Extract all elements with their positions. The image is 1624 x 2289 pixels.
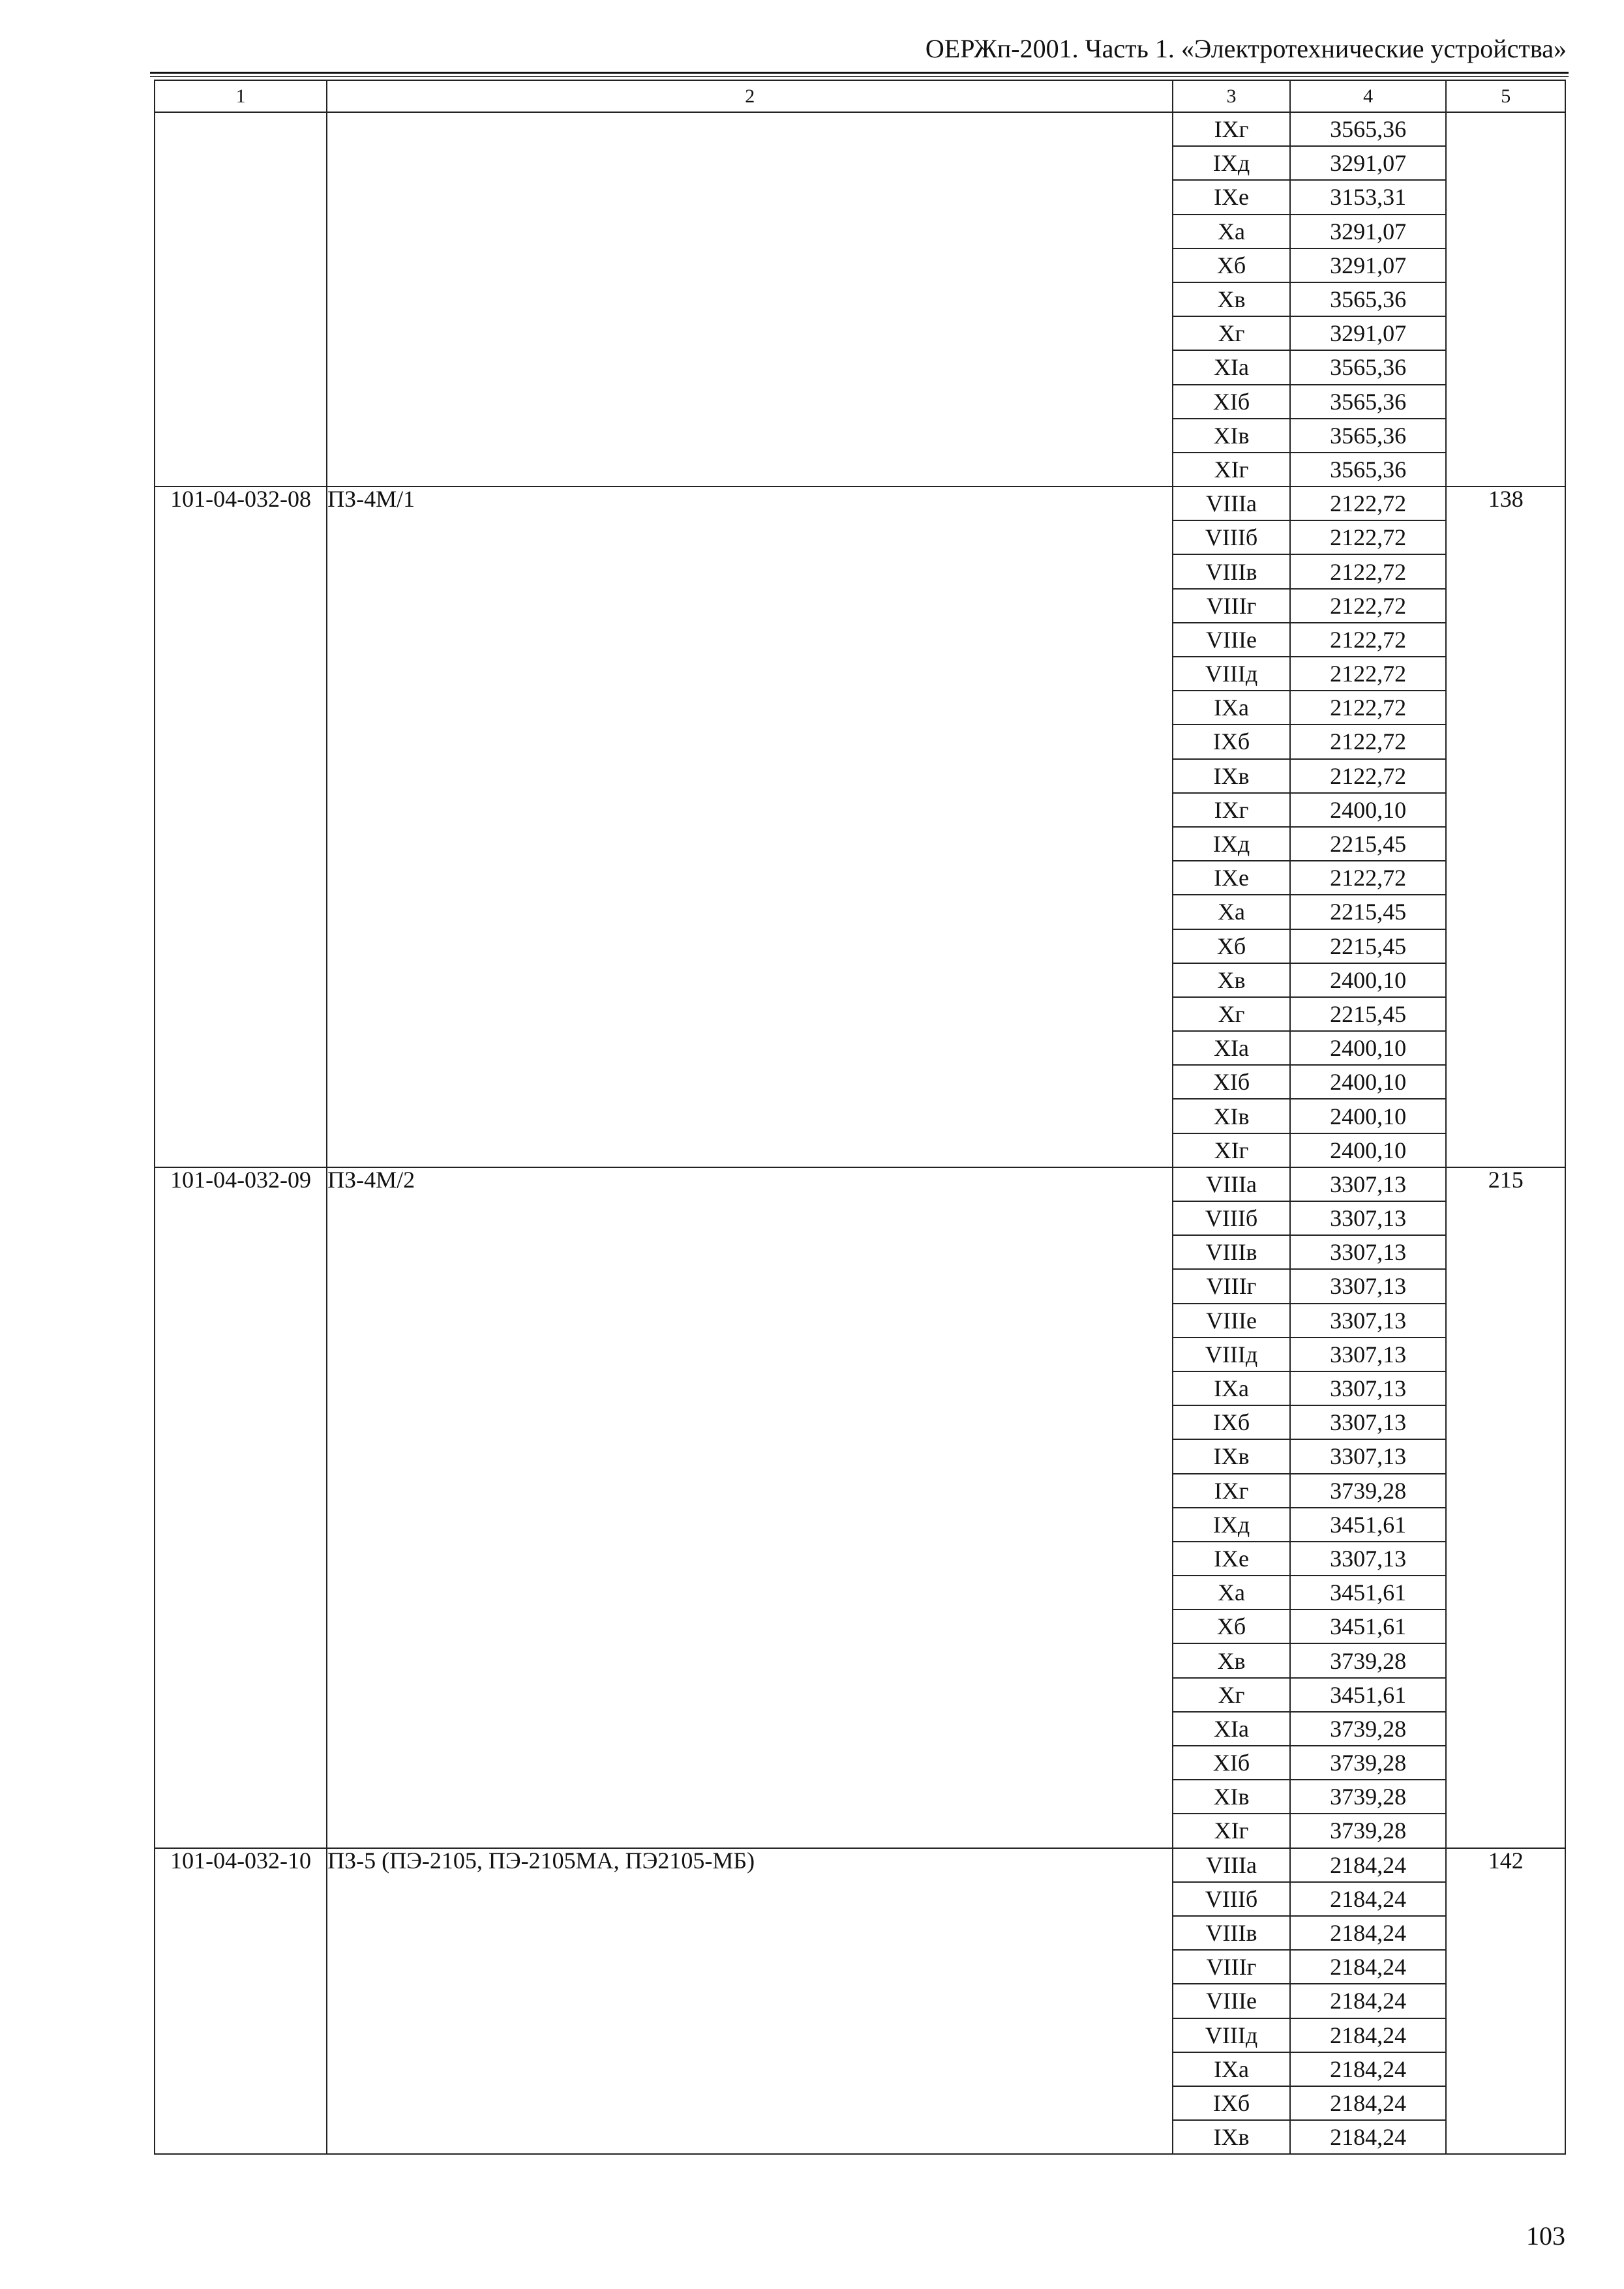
class-cell: IXв (1173, 1439, 1289, 1473)
price-cell: 2400,10 (1290, 793, 1447, 827)
item-code-cell: 101-04-032-09 (155, 1167, 327, 1848)
price-cell: 3307,13 (1290, 1201, 1447, 1235)
price-cell: 3291,07 (1290, 146, 1447, 180)
price-cell: 3307,13 (1290, 1439, 1447, 1473)
class-cell: IXе (1173, 861, 1289, 895)
price-cell: 3739,28 (1290, 1712, 1447, 1746)
price-cell: 3451,61 (1290, 1576, 1447, 1609)
class-cell: XIг (1173, 1814, 1289, 1848)
price-cell: 3307,13 (1290, 1167, 1447, 1201)
header-rule-thin (150, 76, 1569, 77)
class-cell: XIа (1173, 350, 1289, 384)
quantity-cell: 215 (1446, 1167, 1565, 1848)
class-cell: IXв (1173, 759, 1289, 793)
item-name-cell: ПЗ-4М/2 (327, 1167, 1173, 1848)
price-cell: 3739,28 (1290, 1746, 1447, 1780)
class-cell: VIIIг (1173, 1950, 1289, 1984)
class-cell: VIIIе (1173, 623, 1289, 657)
price-cell: 3565,36 (1290, 419, 1447, 453)
table-row (155, 1167, 1565, 1201)
price-cell: 3307,13 (1290, 1304, 1447, 1338)
class-cell: IXа (1173, 2052, 1289, 2086)
class-cell: XIа (1173, 1031, 1289, 1065)
page-number: 103 (1526, 2221, 1565, 2251)
class-cell: XIв (1173, 1099, 1289, 1133)
class-cell: XIа (1173, 1712, 1289, 1746)
class-cell: Xв (1173, 1643, 1289, 1677)
class-cell: IXб (1173, 2086, 1289, 2120)
price-cell: 2400,10 (1290, 1031, 1447, 1065)
price-cell: 3565,36 (1290, 385, 1447, 419)
class-cell: Xа (1173, 1576, 1289, 1609)
rates-table (154, 80, 1566, 2155)
class-cell: Xг (1173, 997, 1289, 1031)
item-name-cell (327, 112, 1173, 486)
item-code-cell: 101-04-032-08 (155, 486, 327, 1167)
price-cell: 2122,72 (1290, 861, 1447, 895)
price-cell: 3451,61 (1290, 1508, 1447, 1542)
class-cell: XIб (1173, 1746, 1289, 1780)
price-cell: 2184,24 (1290, 2120, 1447, 2154)
class-cell: XIв (1173, 419, 1289, 453)
price-cell: 3307,13 (1290, 1405, 1447, 1439)
price-cell: 3291,07 (1290, 215, 1447, 248)
class-cell: VIIIб (1173, 1882, 1289, 1916)
class-cell: Xб (1173, 1609, 1289, 1643)
price-cell: 2400,10 (1290, 1133, 1447, 1167)
class-cell: VIIIв (1173, 1916, 1289, 1950)
price-cell: 2184,24 (1290, 1882, 1447, 1916)
price-cell: 2122,72 (1290, 759, 1447, 793)
price-cell: 2215,45 (1290, 895, 1447, 929)
item-code-cell: 101-04-032-10 (155, 1848, 327, 2155)
price-cell: 2122,72 (1290, 623, 1447, 657)
price-cell: 3451,61 (1290, 1678, 1447, 1712)
page-header-title: ОЕРЖп-2001. Часть 1. «Электротехнические устройства» (925, 34, 1567, 63)
price-cell: 2215,45 (1290, 929, 1447, 963)
class-cell: IXд (1173, 146, 1289, 180)
price-cell: 2122,72 (1290, 520, 1447, 554)
price-cell: 3565,36 (1290, 350, 1447, 384)
class-cell: IXг (1173, 112, 1289, 146)
item-code-cell (155, 112, 327, 486)
class-cell: VIIIе (1173, 1304, 1289, 1338)
class-cell: Xв (1173, 963, 1289, 997)
price-cell: 3451,61 (1290, 1609, 1447, 1643)
class-cell: Xа (1173, 895, 1289, 929)
price-cell: 3153,31 (1290, 180, 1447, 214)
price-cell: 2122,72 (1290, 657, 1447, 691)
price-cell: 2400,10 (1290, 1099, 1447, 1133)
price-cell: 2184,24 (1290, 1916, 1447, 1950)
class-cell: Xв (1173, 282, 1289, 316)
class-cell: XIв (1173, 1780, 1289, 1814)
class-cell: IXа (1173, 691, 1289, 725)
quantity-cell (1446, 112, 1565, 486)
quantity-cell: 138 (1446, 486, 1565, 1167)
price-cell: 3307,13 (1290, 1542, 1447, 1576)
price-cell: 2122,72 (1290, 691, 1447, 725)
price-cell: 3739,28 (1290, 1780, 1447, 1814)
price-cell: 3291,07 (1290, 316, 1447, 350)
price-cell: 2184,24 (1290, 2052, 1447, 2086)
class-cell: Xг (1173, 316, 1289, 350)
price-cell: 3739,28 (1290, 1814, 1447, 1848)
class-cell: VIIIб (1173, 1201, 1289, 1235)
class-cell: VIIIе (1173, 1984, 1289, 2018)
price-cell: 2184,24 (1290, 1950, 1447, 1984)
class-cell: VIIIд (1173, 2018, 1289, 2052)
class-cell: IXб (1173, 1405, 1289, 1439)
class-cell: VIIIв (1173, 1235, 1289, 1269)
quantity-cell: 142 (1446, 1848, 1565, 2155)
price-cell: 3307,13 (1290, 1371, 1447, 1405)
price-cell: 3307,13 (1290, 1235, 1447, 1269)
price-cell: 2400,10 (1290, 963, 1447, 997)
class-cell: IXа (1173, 1371, 1289, 1405)
column-header-2: 2 (327, 80, 1173, 112)
column-header-5: 5 (1446, 80, 1565, 112)
class-cell: IXб (1173, 725, 1289, 758)
class-cell: Xг (1173, 1678, 1289, 1712)
header-rule (150, 72, 1569, 74)
price-cell: 3739,28 (1290, 1474, 1447, 1508)
class-cell: IXе (1173, 180, 1289, 214)
table-row (155, 486, 1565, 520)
price-cell: 2215,45 (1290, 827, 1447, 861)
class-cell: XIг (1173, 1133, 1289, 1167)
price-cell: 2122,72 (1290, 589, 1447, 623)
class-cell: VIIIд (1173, 657, 1289, 691)
price-cell: 2184,24 (1290, 2018, 1447, 2052)
class-cell: VIIIа (1173, 486, 1289, 520)
class-cell: VIIIб (1173, 520, 1289, 554)
price-cell: 2184,24 (1290, 2086, 1447, 2120)
class-cell: IXе (1173, 1542, 1289, 1576)
table-header (155, 80, 1565, 112)
price-cell: 3307,13 (1290, 1269, 1447, 1303)
price-cell: 2122,72 (1290, 486, 1447, 520)
column-number-row (155, 80, 1565, 112)
class-cell: VIIIд (1173, 1338, 1289, 1371)
class-cell: Xб (1173, 248, 1289, 282)
price-cell: 3739,28 (1290, 1643, 1447, 1677)
price-cell: 3291,07 (1290, 248, 1447, 282)
column-header-4: 4 (1290, 80, 1447, 112)
class-cell: VIIIв (1173, 554, 1289, 588)
table-row (155, 112, 1565, 146)
price-cell: 2122,72 (1290, 725, 1447, 758)
price-cell: 2400,10 (1290, 1065, 1447, 1099)
price-cell: 3565,36 (1290, 453, 1447, 486)
price-cell: 2184,24 (1290, 1984, 1447, 2018)
column-header-1: 1 (155, 80, 327, 112)
item-name-cell: ПЗ-5 (ПЭ-2105, ПЭ-2105МА, ПЭ2105-МБ) (327, 1848, 1173, 2155)
class-cell: VIIIг (1173, 589, 1289, 623)
price-cell: 2215,45 (1290, 997, 1447, 1031)
class-cell: Xб (1173, 929, 1289, 963)
class-cell: IXд (1173, 1508, 1289, 1542)
class-cell: IXг (1173, 1474, 1289, 1508)
class-cell: VIIIа (1173, 1848, 1289, 1882)
price-cell: 3565,36 (1290, 282, 1447, 316)
class-cell: IXв (1173, 2120, 1289, 2154)
item-name-cell: ПЗ-4М/1 (327, 486, 1173, 1167)
class-cell: VIIIг (1173, 1269, 1289, 1303)
class-cell: VIIIа (1173, 1167, 1289, 1201)
price-cell: 3565,36 (1290, 112, 1447, 146)
class-cell: Xа (1173, 215, 1289, 248)
price-cell: 2122,72 (1290, 554, 1447, 588)
class-cell: IXд (1173, 827, 1289, 861)
class-cell: IXг (1173, 793, 1289, 827)
table-row (155, 1848, 1565, 1882)
class-cell: XIб (1173, 1065, 1289, 1099)
column-header-3: 3 (1173, 80, 1289, 112)
class-cell: XIб (1173, 385, 1289, 419)
price-cell: 2184,24 (1290, 1848, 1447, 1882)
price-cell: 3307,13 (1290, 1338, 1447, 1371)
table-body (155, 112, 1565, 2154)
class-cell: XIг (1173, 453, 1289, 486)
